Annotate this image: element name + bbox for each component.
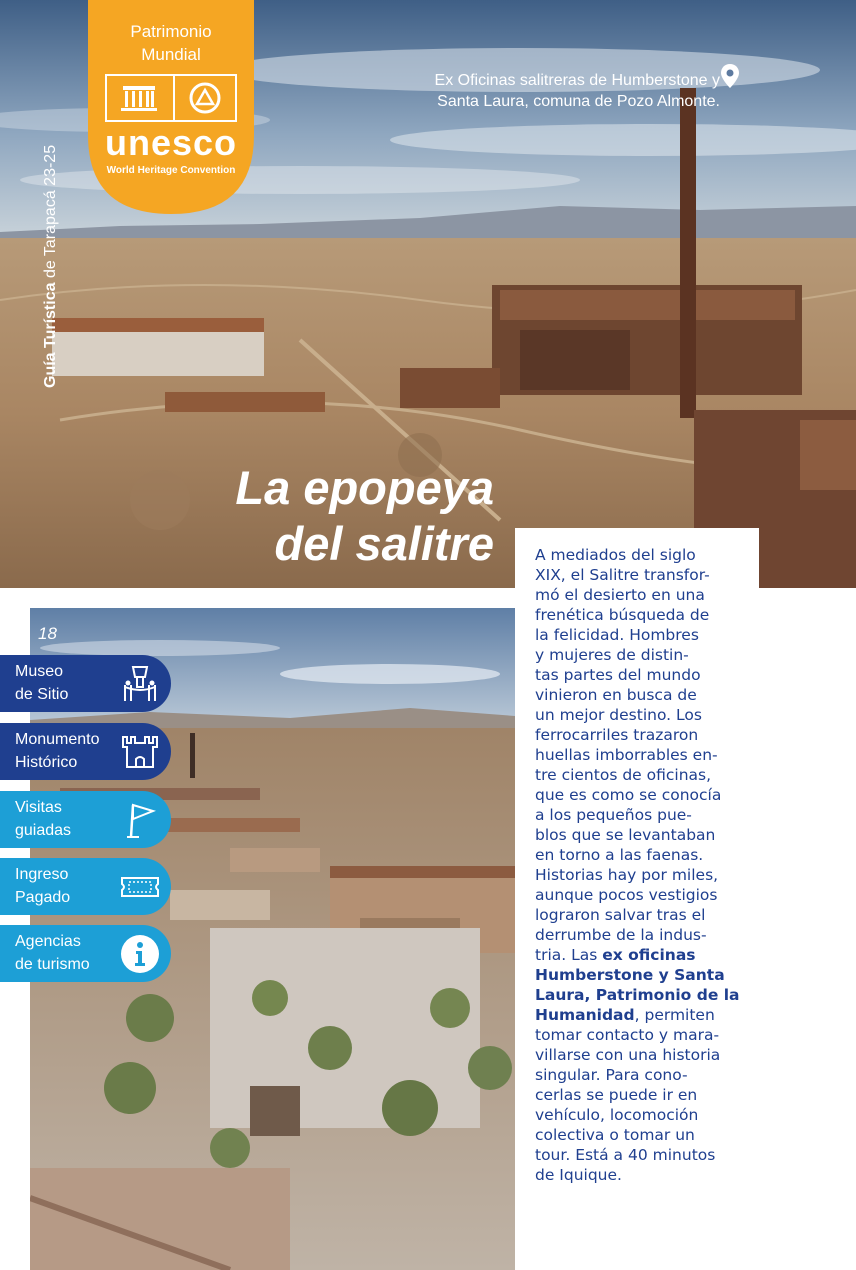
body-line: lograron salvar tras el	[535, 906, 706, 924]
badge-line2: Mundial	[141, 45, 201, 64]
unesco-logo-box	[105, 74, 237, 122]
guide-suffix: de Tarapacá 23-25	[42, 144, 59, 283]
body-line: A mediados del siglo	[535, 546, 696, 564]
tab-museo-de-sitio[interactable]	[0, 655, 171, 712]
body-text-plain: , permiten	[634, 1006, 715, 1024]
title-line1: La epopeya	[235, 461, 494, 514]
tab-ingreso-pagado[interactable]	[0, 858, 171, 915]
body-line: villarse con una historia	[535, 1046, 721, 1064]
body-text-plain: tria. Las	[535, 946, 603, 964]
body-line-mixed-2	[535, 1005, 745, 1025]
guide-name: Guía Turística	[42, 282, 59, 388]
body-line: Laura, Patrimonio de la	[535, 986, 740, 1004]
body-line: cerlas se puede ir en	[535, 1086, 698, 1104]
body-bold-lines	[535, 965, 745, 1005]
body-line: la felicidad. Hombres	[535, 626, 699, 644]
tab-label-line2: Histórico	[15, 754, 78, 771]
body-line: derrumbe de la indus-	[535, 926, 707, 944]
body-line: blos que se levantaban	[535, 826, 716, 844]
museum-icon	[119, 663, 161, 705]
body-line: a los pequeños pue-	[535, 806, 692, 824]
body-line: ferrocarriles trazaron	[535, 726, 699, 744]
unesco-badge	[88, 0, 254, 214]
tab-label-line1: Visitas	[15, 799, 62, 816]
tab-label-line1: Monumento	[15, 731, 100, 748]
body-line: XIX, el Salitre transfor-	[535, 566, 710, 584]
body-line: vehículo, locomoción	[535, 1106, 699, 1124]
tab-label	[15, 796, 71, 842]
tab-label-line2: Pagado	[15, 889, 71, 906]
tab-label	[15, 728, 100, 774]
body-line: tre cientos de oficinas,	[535, 766, 712, 784]
tab-label	[15, 863, 70, 909]
body-line: singular. Para cono-	[535, 1066, 688, 1084]
guide-flag-icon	[119, 799, 161, 841]
body-line: mó el desierto en una	[535, 586, 705, 604]
castle-tower-icon	[119, 731, 161, 773]
location-pin-icon	[720, 63, 740, 89]
body-lines-after	[535, 1025, 745, 1185]
body-lines-before	[535, 545, 745, 945]
tab-label-line2: de turismo	[15, 956, 90, 973]
unesco-wordmark: unesco	[104, 122, 238, 163]
info-icon	[119, 933, 161, 975]
body-line: Historias hay por miles,	[535, 866, 719, 884]
page-number: 18	[38, 624, 57, 643]
tab-label	[15, 660, 68, 706]
body-line: colectiva o tomar un	[535, 1126, 695, 1144]
tab-monumento-historico[interactable]	[0, 723, 171, 780]
tab-label-line2: guiadas	[15, 822, 72, 839]
body-line: de Iquique.	[535, 1166, 622, 1184]
world-heritage-emblem-icon	[173, 76, 237, 120]
ticket-icon	[119, 866, 161, 908]
body-line: Humberstone y Santa	[535, 966, 725, 984]
body-line: aunque pocos vestigios	[535, 886, 718, 904]
page-title	[235, 460, 494, 572]
body-line-mixed	[535, 945, 745, 965]
article-body	[535, 545, 745, 1185]
badge-line1: Patrimonio	[130, 22, 212, 41]
tab-label	[15, 930, 90, 976]
title-line2: del salitre	[274, 517, 494, 570]
badge-heading	[88, 20, 254, 66]
guide-vertical-label	[42, 145, 60, 388]
body-line: tour. Está a 40 minutos	[535, 1146, 716, 1164]
badge-subtitle: World Heritage Convention	[106, 165, 236, 176]
tab-visitas-guiadas[interactable]	[0, 791, 171, 848]
body-line: en torno a las faenas.	[535, 846, 704, 864]
body-line: frenética búsqueda de	[535, 606, 710, 624]
body-line: tomar contacto y mara-	[535, 1026, 720, 1044]
location-caption	[360, 70, 720, 112]
tab-label-line1: Ingreso	[15, 866, 69, 883]
location-line2: Santa Laura, comuna de Pozo Almonte.	[437, 93, 720, 110]
body-line: huellas imborrables en-	[535, 746, 718, 764]
tab-label-line1: Museo	[15, 663, 64, 680]
tab-agencias-de-turismo[interactable]	[0, 925, 171, 982]
body-line: y mujeres de distin-	[535, 646, 689, 664]
body-line: que es como se conocía	[535, 786, 722, 804]
tab-label-line2: de Sitio	[15, 686, 69, 703]
body-line: tas partes del mundo	[535, 666, 701, 684]
location-line1: Ex Oficinas salitreras de Humberstone y	[434, 72, 720, 89]
body-line: vinieron en busca de	[535, 686, 697, 704]
tab-label-line1: Agencias	[15, 933, 81, 950]
unesco-temple-icon	[107, 76, 171, 120]
body-line: un mejor destino. Los	[535, 706, 702, 724]
body-text-bold: Humanidad	[535, 1006, 635, 1024]
body-text-bold: ex oficinas	[602, 946, 696, 964]
